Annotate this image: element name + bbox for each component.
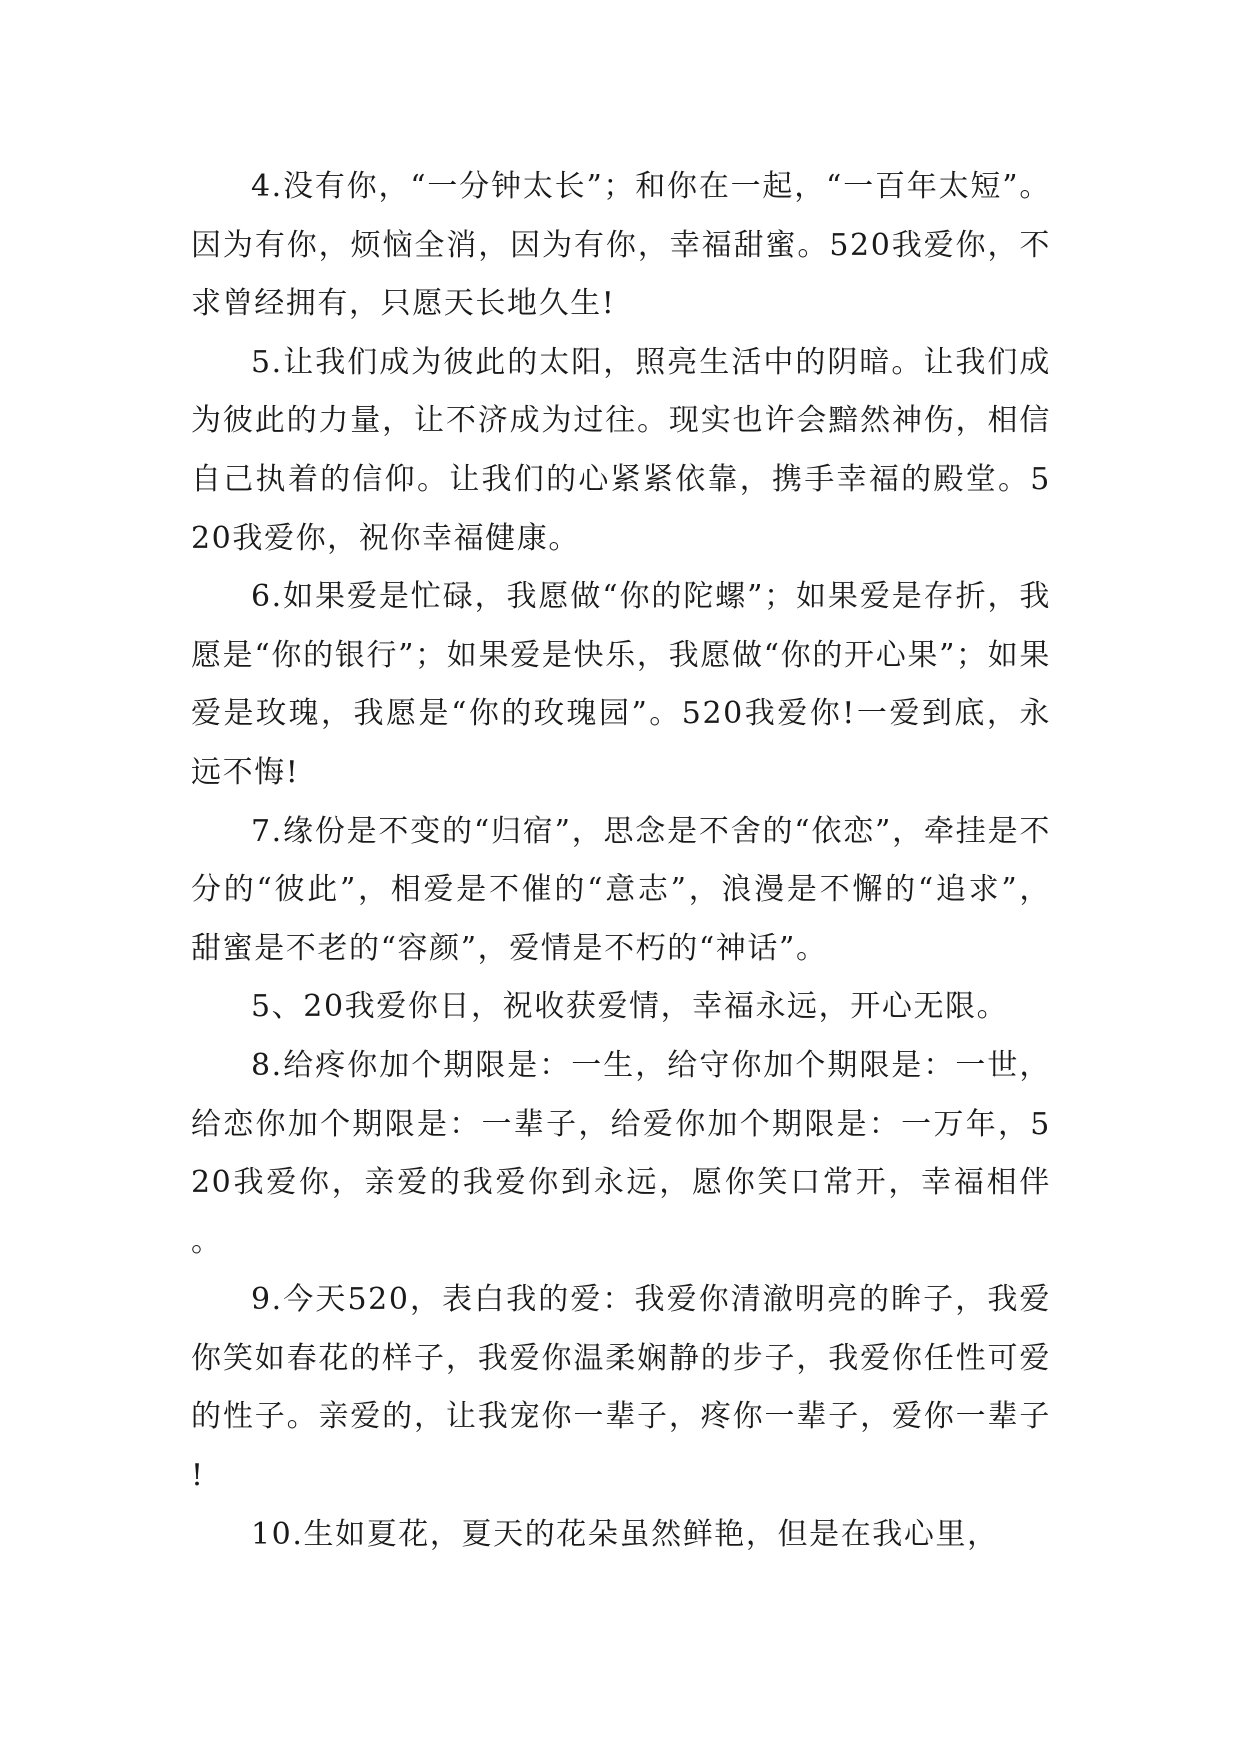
document-page xyxy=(191,158,1051,1564)
paragraph-item-4: 4.没有你，“一分钟太长”；和你在一起，“一百年太短”。因为有你，烦恼全消，因为有你，幸福甜蜜。520我爱你，不求曾经拥有，只愿天长地久生! xyxy=(191,169,1051,322)
paragraph-item-9: 9.今天520，表白我的爱：我爱你清澈明亮的眸子，我爱你笑如春花的样子，我爱你温柔娴静的步子，我爱你任性可爱的性子。亲爱的，让我宠你一辈子，疼你一辈子，爱你一辈子! xyxy=(191,1282,1051,1494)
paragraph-blessing: 5、20我爱你日，祝收获爱情，幸福永远，开心无限。 xyxy=(251,989,1009,1025)
paragraph-item-5: 5.让我们成为彼此的太阳，照亮生活中的阴暗。让我们成为彼此的力量，让不济成为过往。现实也许会黯然神伤，相信自己执着的信仰。让我们的心紧紧依靠，携手幸福的殿堂。520我爱你，祝你幸福健康。 xyxy=(191,344,1051,556)
paragraph-item-10: 10.生如夏花，夏天的花朵虽然鲜艳，但是在我心里， xyxy=(251,1516,999,1552)
paragraph-item-6: 6.如果爱是忙碌，我愿做“你的陀螺”；如果爱是存折，我愿是“你的银行”；如果爱是快乐，我愿做“你的开心果”；如果爱是玫瑰，我愿是“你的玫瑰园”。520我爱你!一爱到底，永远不悔! xyxy=(191,579,1051,790)
paragraph-item-8: 8.给疼你加个期限是：一生，给守你加个期限是：一世，给恋你加个期限是：一辈子，给爱你加个期限是：一万年，520我爱你，亲爱的我爱你到永远，愿你笑口常开，幸福相伴。 xyxy=(191,1047,1051,1259)
paragraph-item-7: 7.缘份是不变的“归宿”，思念是不舍的“依恋”，牵挂是不分的“彼此”，相爱是不催的“意志”，浪漫是不懈的“追求”，甜蜜是不老的“容颜”，爱情是不朽的“神话”。 xyxy=(191,813,1051,966)
